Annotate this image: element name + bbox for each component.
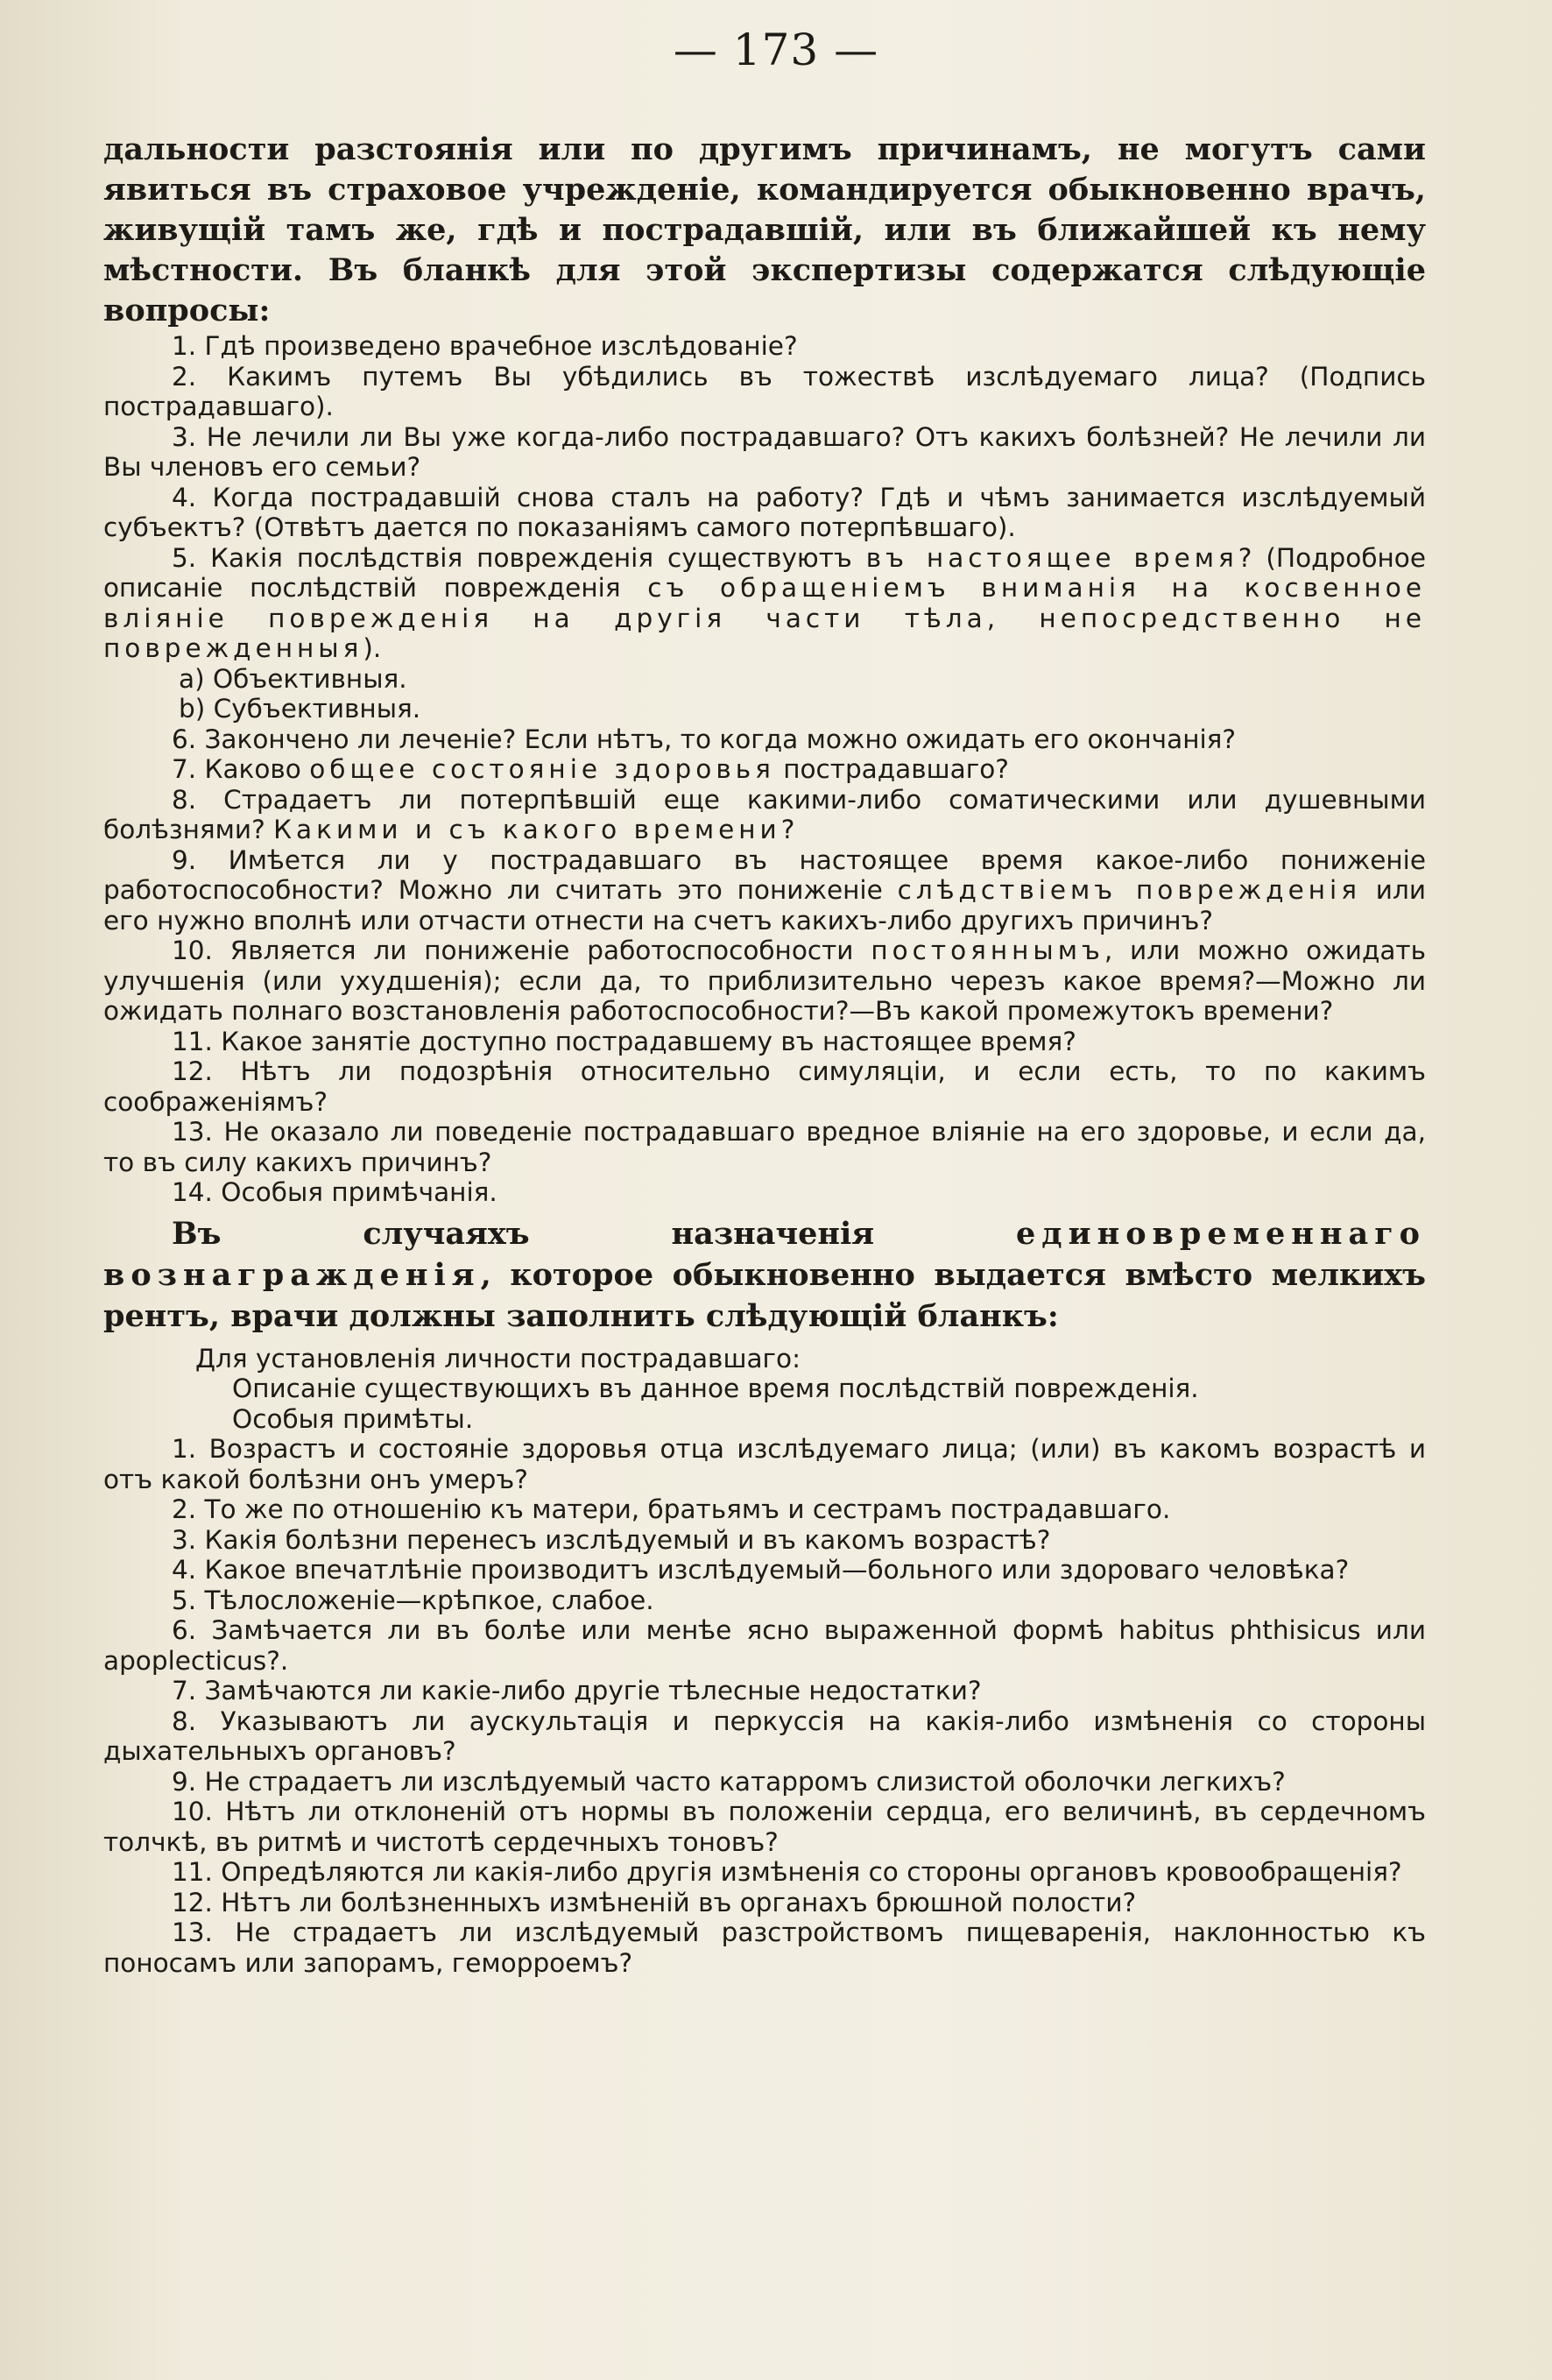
question-7 (103, 754, 1426, 785)
form-question-8: 8. Указываютъ ли аускультація и перкуссія на какія-либо измѣненія со стороны дыхательныхъ органовъ? (103, 1706, 1426, 1766)
intro-paragraph: дальности разстоянія или по другимъ причинамъ, не могутъ сами явиться въ страховое учрежденіе, командируется обыкновенно врачъ, живущій тамъ же, гдѣ и пострадавшій, или въ ближайшей къ нему мѣстности. Въ бланкѣ для этой экспертизы содержатся слѣдующіе вопросы: (103, 131, 1426, 328)
question-5 (103, 543, 1426, 664)
question-9-emphasis: слѣдствіемъ поврежденія (897, 875, 1361, 905)
identity-sub-1: Описаніе существующихъ въ данное время послѣдствій поврежденія. (232, 1374, 1199, 1403)
question-5-text-a: 5. Какія послѣдствія поврежденія существуютъ (172, 542, 866, 573)
form-question-12: 12. Нѣтъ ли болѣзненныхъ измѣненій въ органахъ брюшной полости? (172, 1887, 1137, 1917)
question-8 (103, 785, 1426, 845)
question-7-text-a: 7. Каково (172, 754, 310, 784)
question-2: 2. Какимъ путемъ Вы убѣдились въ тожествѣ изслѣдуемаго лица? (Подпись пострадавшаго). (103, 361, 1426, 421)
question-8-emphasis: Какими и съ какого времени (273, 815, 781, 844)
form-question-5: 5. Тѣлосложеніе—крѣпкое, слабое. (172, 1585, 654, 1615)
identity-label: Для установленія личности пострадавшаго: (195, 1343, 801, 1374)
question-9-text-a: 9. Имѣется ли у пострадавшаго въ настоящее время какое-либо пониженіе работоспособности? Можно ли считать это пониженіе (103, 844, 1426, 905)
section-2-lead-emphasis: единовременнаго вознагражденія (103, 1215, 1426, 1293)
question-5-item-a: a) Объективныя. (179, 663, 407, 694)
question-5-text-b: ? (Подробное описаніе послѣдствій поврежденія (103, 542, 1426, 603)
section-2-lead (103, 1213, 1426, 1337)
page-content (103, 130, 1426, 1978)
question-11: 11. Какое занятіе доступно пострадавшему въ настоящее время? (172, 1026, 1076, 1056)
question-4: 4. Когда пострадавшій снова сталъ на работу? Гдѣ и чѣмъ занимается изслѣдуемый субъектъ? (Отвѣтъ дается по показаніямъ самого потерпѣвшаго). (103, 482, 1426, 542)
page-number: — 173 — (673, 25, 879, 75)
question-8-text-b: ? (780, 815, 795, 844)
form-question-3: 3. Какія болѣзни перенесъ изслѣдуемый и въ какомъ возрастѣ? (172, 1524, 1051, 1555)
question-9 (103, 845, 1426, 936)
section-2-lead-text-a: Въ случаяхъ назначенія (172, 1215, 1017, 1252)
question-12: 12. Нѣтъ ли подозрѣнія относительно симуляціи, и если есть, то по какимъ соображеніямъ? (103, 1056, 1426, 1117)
form-question-4: 4. Какое впечатлѣніе производитъ изслѣдуемый—больного или здороваго человѣка? (172, 1555, 1350, 1585)
form-question-9: 9. Не страдаетъ ли изслѣдуемый часто катарромъ слизистой оболочки легкихъ? (172, 1766, 1286, 1797)
question-13: 13. Не оказало ли поведеніе пострадавшаго вредное вліяніе на его здоровье, и если да, то въ силу какихъ причинъ? (103, 1117, 1426, 1177)
section-2-lead-text-b: , которое обыкновенно выдается вмѣсто мелкихъ рентъ, врачи должны заполнить слѣдующій бланкъ: (103, 1256, 1426, 1334)
question-10 (103, 936, 1426, 1027)
questionnaire-2 (103, 1344, 1426, 1979)
question-5-emphasis-1: въ настоящее время (865, 542, 1238, 573)
questionnaire-1 (103, 331, 1426, 1208)
form-question-6: 6. Замѣчается ли въ болѣе или менѣе ясно выраженной формѣ habitus phthisicus или apoplecticus?. (103, 1615, 1426, 1676)
question-10-emphasis: постояннымъ (871, 936, 1104, 965)
form-question-11: 11. Опредѣляются ли какія-либо другія измѣненія со стороны органовъ кровообращенія? (172, 1857, 1402, 1887)
question-14: 14. Особыя примѣчанія. (172, 1177, 497, 1207)
question-9-text-b: или его нужно вполнѣ или отчасти отнести на счетъ какихъ-либо другихъ причинъ? (103, 875, 1427, 936)
question-5-text-c: ). (363, 633, 382, 663)
identity-sub-2: Особыя примѣты. (232, 1403, 474, 1434)
question-3: 3. Не лечили ли Вы уже когда-либо пострадавшаго? Отъ какихъ болѣзней? Не лечили ли Вы членовъ его семьи? (103, 421, 1426, 482)
question-10-text-b: , или можно ожидать улучшенія (или ухудшенія); если да, то приблизительно черезъ какое время?—Можно ли ожидать полнаго возстановленія работоспособности?—Въ какой промежутокъ времени? (103, 936, 1426, 1026)
question-1: 1. Гдѣ произведено врачебное изслѣдованіе? (172, 331, 798, 361)
question-8-text-a: 8. Страдаетъ ли потерпѣвшій еще какими-либо соматическими или душевными болѣзнями? (103, 784, 1426, 844)
question-5-emphasis-2: съ обращеніемъ вниманія на косвенное вліяніе поврежденія на другія части тѣла, непосредственно не поврежденныя (103, 573, 1426, 663)
form-question-1: 1. Возрастъ и состояніе здоровья отца изслѣдуемаго лица; (или) въ какомъ возрастѣ и отъ какой болѣзни онъ умеръ? (103, 1434, 1426, 1494)
form-question-2: 2. То же по отношенію къ матери, братьямъ и сестрамъ пострадавшаго. (172, 1494, 1171, 1524)
question-7-text-b: пострадавшаго? (774, 754, 1009, 784)
form-question-10: 10. Нѣтъ ли отклоненій отъ нормы въ положеніи сердца, его величинѣ, въ сердечномъ толчкѣ, въ ритмѣ и чистотѣ сердечныхъ тоновъ? (103, 1797, 1426, 1857)
question-6: 6. Закончено ли леченіе? Если нѣтъ, то когда можно ожидать его окончанія? (172, 724, 1237, 754)
question-7-emphasis: общее состояніе здоровья (309, 754, 775, 784)
form-question-7: 7. Замѣчаются ли какіе-либо другіе тѣлесные недостатки? (172, 1676, 982, 1706)
form-question-13: 13. Не страдаетъ ли изслѣдуемый разстройствомъ пищеваренія, наклонностью къ поносамъ или запорамъ, геморроемъ? (103, 1917, 1426, 1978)
question-10-text-a: 10. Является ли пониженіе работоспособности (172, 936, 871, 965)
question-5-item-b: b) Субъективныя. (179, 694, 421, 724)
